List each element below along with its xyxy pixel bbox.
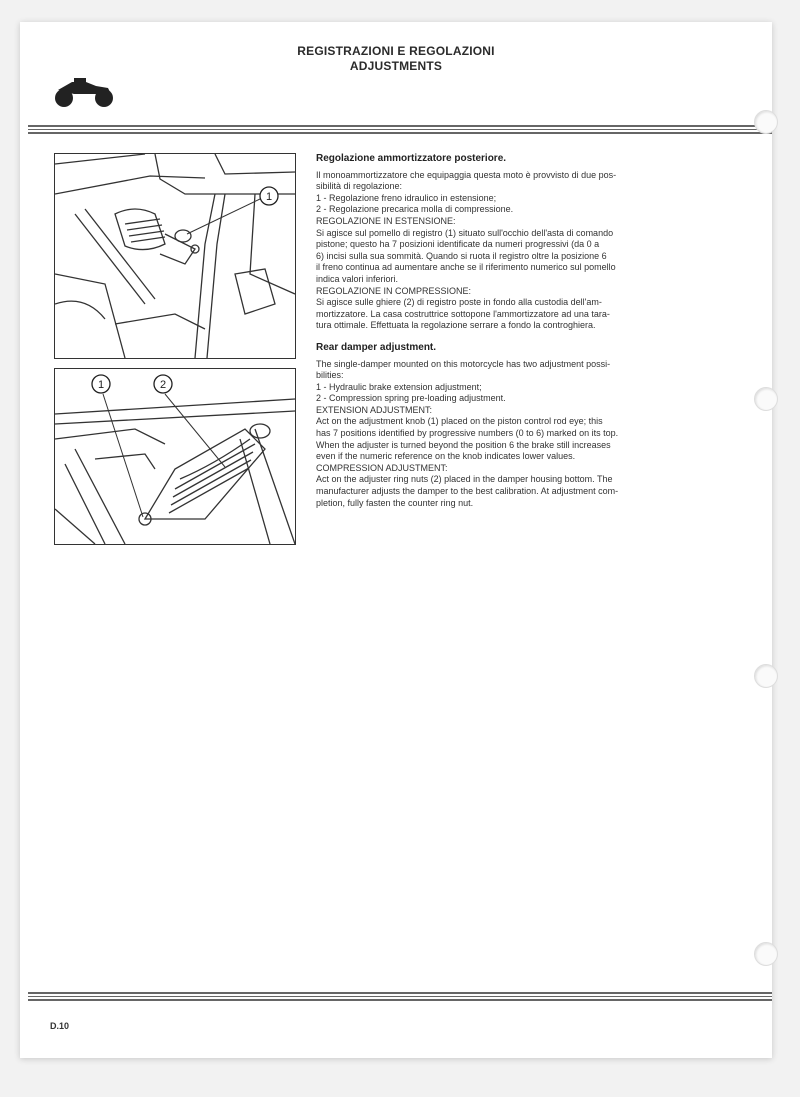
body-line: EXTENSION ADJUSTMENT: bbox=[316, 404, 433, 415]
figure-damper-adjuster-knob bbox=[54, 153, 296, 359]
motorcycle-icon bbox=[52, 74, 116, 108]
page-header bbox=[20, 44, 772, 74]
body-line: 1 - Hydraulic brake extension adjustment; bbox=[316, 381, 482, 392]
body-line: Act on the adjustment knob (1) placed on the piston control rod eye; this bbox=[316, 416, 603, 427]
figure-damper-spring bbox=[54, 368, 296, 545]
section-title-italian: Regolazione ammortizzatore posteriore. bbox=[316, 153, 507, 164]
header-title-italian: REGISTRAZIONI E REGOLAZIONI bbox=[297, 44, 495, 58]
text-column bbox=[316, 153, 706, 509]
body-line: COMPRESSION ADJUSTMENT: bbox=[316, 462, 448, 473]
body-line: mortizzatore. La casa costruttrice sottopone l'ammortizzatore ad una tara- bbox=[316, 308, 610, 319]
body-line: even if the numeric reference on the knob indicates lower values. bbox=[316, 451, 576, 462]
callout-2: 2 bbox=[159, 379, 167, 391]
manual-page bbox=[20, 22, 772, 1058]
body-line: 6) incisi sulla sua sommità. Quando si ruota il registro oltre la posizione 6 bbox=[316, 250, 607, 261]
binder-hole bbox=[754, 110, 778, 134]
body-line: tura ottimale. Effettuata la regolazione serrare a fondo la controghiera. bbox=[316, 320, 596, 331]
callout-1: 1 bbox=[265, 191, 273, 203]
italian-body bbox=[316, 170, 706, 332]
body-line: indica valori inferiori. bbox=[316, 273, 399, 284]
body-line: bilities: bbox=[316, 370, 344, 381]
binder-hole bbox=[754, 942, 778, 966]
callout-1: 1 bbox=[97, 379, 105, 391]
body-line: Act on the adjuster ring nuts (2) placed in the damper housing bottom. The bbox=[316, 474, 613, 485]
section-title-english: Rear damper adjustment. bbox=[316, 341, 437, 353]
body-line: has 7 positions identified by progressive numbers (0 to 6) marked on its top. bbox=[316, 428, 619, 439]
body-line: pistone; questo ha 7 posizioni identificate da numeri progressivi (da 0 a bbox=[316, 239, 600, 250]
body-line: Il monoammortizzatore che equipaggia questa moto è provvisto di due pos- bbox=[316, 169, 617, 180]
body-line: 2 - Regolazione precarica molla di compressione. bbox=[316, 204, 514, 215]
body-line: REGOLAZIONE IN COMPRESSIONE: bbox=[316, 285, 472, 296]
binder-hole bbox=[754, 664, 778, 688]
body-line: 2 - Compression spring pre-loading adjustment. bbox=[316, 393, 506, 404]
illustration-shock-absorber-spring bbox=[55, 369, 295, 544]
body-line: The single-damper mounted on this motorcycle has two adjustment possi- bbox=[316, 358, 611, 369]
binder-hole bbox=[754, 387, 778, 411]
body-line: sibilità di regolazione: bbox=[316, 181, 403, 192]
footer-divider bbox=[28, 992, 772, 1003]
body-line: Si agisce sulle ghiere (2) di registro poste in fondo alla custodia dell'am- bbox=[316, 297, 602, 308]
header-title-english: ADJUSTMENTS bbox=[349, 59, 443, 73]
english-body bbox=[316, 359, 706, 510]
header-divider bbox=[28, 125, 772, 136]
body-line: Si agisce sul pomello di registro (1) situato sull'occhio dell'asta di comando bbox=[316, 227, 614, 238]
illustration-shock-absorber-top bbox=[55, 154, 295, 358]
body-line: il freno continua ad aumentare anche se il riferimento numerico sul pomello bbox=[316, 262, 616, 273]
body-line: When the adjuster is turned beyond the position 6 the brake still increases bbox=[316, 439, 611, 450]
body-line: 1 - Regolazione freno idraulico in estensione; bbox=[316, 192, 497, 203]
body-line: pletion, fully fasten the counter ring nut. bbox=[316, 497, 474, 508]
page-number: D.10 bbox=[50, 1021, 70, 1031]
body-line: manufacturer adjusts the damper to the best calibration. At adjustment com- bbox=[316, 486, 619, 497]
body-line: REGOLAZIONE IN ESTENSIONE: bbox=[316, 215, 456, 226]
